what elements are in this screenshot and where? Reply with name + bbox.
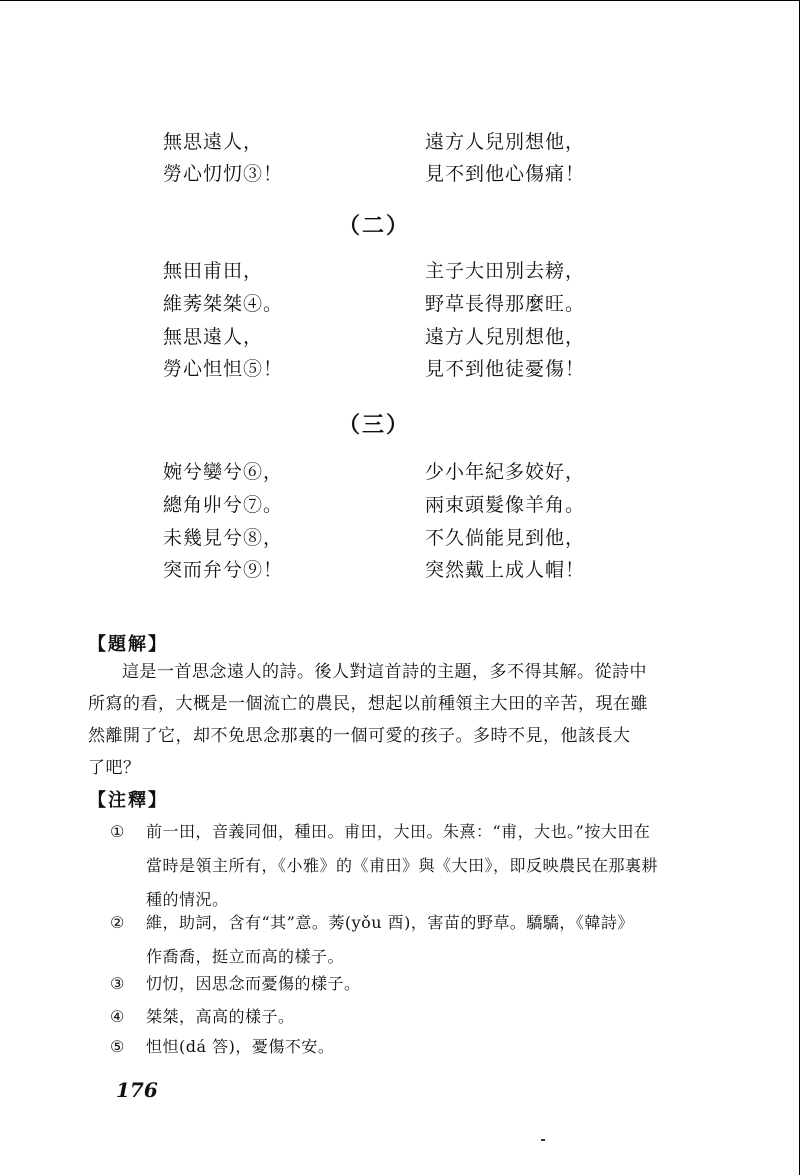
note-item (110, 815, 670, 917)
stanza-title: （二） (338, 213, 411, 239)
verse-line-translation: 遠方人兒別想他， (425, 326, 586, 348)
note-line: 種的情況。 (146, 890, 229, 909)
verse-line-translation: 見不到他徒憂傷！ (425, 358, 586, 380)
note-line: 桀桀，高高的樣子。 (146, 1007, 295, 1026)
verse-line-original: 未幾見兮⑧， (163, 527, 284, 549)
note-item (110, 906, 670, 974)
note-line: 前一田，音義同佃，種田。甫田，大田。朱熹：“甫，大也。”按大田在 (146, 822, 651, 841)
verse-line-original: 無思遠人， (163, 326, 264, 348)
verse-line-original: 突而弁兮⑨！ (163, 559, 284, 581)
note-line: 忉忉，因思念而憂傷的樣子。 (146, 974, 361, 993)
verse-line-original: 總角丱兮⑦。 (163, 494, 284, 516)
verse-line-translation: 少小年紀多姣好， (425, 461, 586, 483)
verse-line-original: 無思遠人， (163, 131, 264, 153)
verse-line-translation: 不久倘能見到他， (425, 527, 586, 549)
paragraph-line: 這是一首思念遠人的詩。後人對這首詩的主題，多不得其解。從詩中 (122, 662, 647, 682)
paragraph-line: 了吧？ (88, 758, 141, 778)
verse-line-original: 勞心忉忉③！ (163, 163, 284, 185)
paragraph-line: 然離開了它，却不免思念那裏的一個可愛的孩子。多時不見，他該長大 (88, 726, 631, 746)
explanation-paragraph (88, 656, 663, 784)
top-border (0, 0, 800, 1)
verse-line-translation: 兩束頭髮像羊角。 (425, 494, 586, 516)
verse-line-original: 無田甫田， (163, 260, 264, 282)
note-number: ② (110, 913, 125, 932)
paragraph-line: 所寫的看，大概是一個流亡的農民，想起以前種領主大田的辛苦，現在雖 (88, 694, 648, 714)
note-number: ④ (110, 1007, 125, 1026)
explanation-heading: 【題解】 (88, 634, 168, 655)
note-line: 怛怛(dá 答)，憂傷不安。 (146, 1037, 335, 1056)
verse-line-translation: 野草長得那麼旺。 (425, 293, 586, 315)
note-number: ③ (110, 974, 125, 993)
verse-line-translation: 遠方人兒別想他， (425, 131, 586, 153)
verse-line-original: 婉兮孌兮⑥， (163, 461, 284, 483)
note-line: 維，助詞，含有“其”意。莠(yǒu 酉)，害苗的野草。驕驕，《韓詩》 (146, 913, 634, 932)
note-line: 當時是領主所有，《小雅》的《甫田》與《大田》，即反映農民在那裏耕 (146, 856, 659, 875)
page-number: 176 (116, 1078, 158, 1102)
print-speck (541, 1139, 545, 1141)
note-number: ① (110, 822, 125, 841)
verse-line-original: 勞心怛怛⑤！ (163, 358, 284, 380)
note-item (110, 1030, 670, 1064)
note-item (110, 1000, 670, 1034)
notes-heading: 【注釋】 (88, 790, 168, 811)
verse-line-original: 維莠桀桀④。 (163, 293, 284, 315)
note-line: 作喬喬，挺立而高的樣子。 (146, 947, 345, 966)
note-item (110, 967, 670, 1001)
stanza-title: （三） (338, 412, 411, 438)
verse-line-translation: 突然戴上成人帽！ (425, 559, 586, 581)
verse-line-translation: 見不到他心傷痛！ (425, 163, 586, 185)
note-number: ⑤ (110, 1037, 125, 1056)
verse-line-translation: 主子大田別去耪， (425, 260, 586, 282)
